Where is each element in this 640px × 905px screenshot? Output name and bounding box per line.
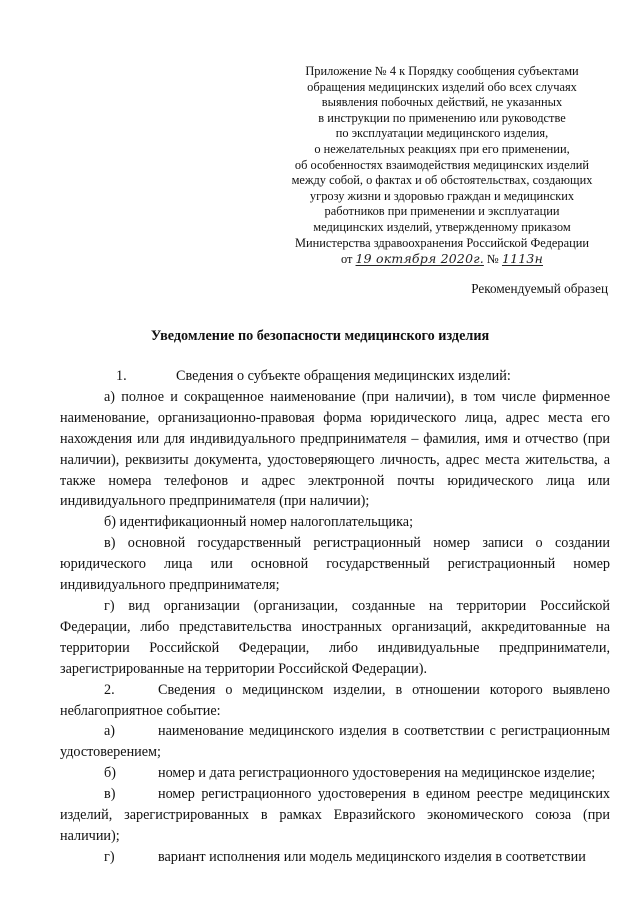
appendix-line: между собой, о фактах и об обстоятельствах, создающих — [291, 173, 593, 188]
appendix-line: работников при применении и эксплуатации — [324, 204, 560, 219]
appendix-line: выявления побочных действий, не указанных — [321, 95, 563, 110]
appendix-line: об особенностях взаимодействия медицинских изделий — [294, 157, 590, 172]
list-item: в) основной государственный регистрационный номер записи о создании юридического лица или основной государственный регистрационный номер индивидуального предпринимателя; — [60, 535, 610, 594]
appendix-line: о нежелательных реакциях при его применении, — [314, 141, 570, 156]
list-item-text: номер и дата регистрационного удостоверения на медицинское изделие; — [158, 765, 596, 782]
handwritten-date: 19 октября 2020г. — [355, 251, 484, 267]
appendix-line: в инструкции по применению или руководстве — [318, 110, 566, 125]
list-marker: б) — [104, 765, 116, 782]
document-title: Уведомление по безопасности медицинского изделия — [150, 328, 490, 344]
appendix-header — [272, 64, 612, 268]
appendix-line: обращения медицинских изделий обо всех случаях — [307, 79, 577, 94]
list-item-text: вариант исполнения или модель медицинского изделия в соответствии — [158, 848, 586, 865]
list-marker: г) — [104, 848, 115, 865]
list-item — [60, 721, 610, 763]
list-marker: а) — [104, 723, 116, 740]
section-number: 1. — [116, 368, 127, 384]
list-item-text: номер регистрационного удостоверения в едином реестре медицинских изделий, зарегистрированных в рамках Евразийского экономического союза (при наличии); — [60, 786, 610, 844]
appendix-line: Приложение № 4 к Порядку сообщения субъектами — [305, 64, 579, 78]
list-item: а) полное и сокращенное наименование (при наличии), в том числе фирменное наименование, организационно-правовая форма юридического лица, адрес места его нахождения или для индивидуального предпринимателя – фамилия, имя и отчество (при наличии), реквизиты документа, удостоверяющего личность, адрес места жительства, а также номера телефонов и адрес электронной почты юридического лица или индивидуального предпринимателя (при наличии); — [60, 388, 610, 510]
list-item — [60, 784, 610, 847]
appendix-line: Министерства здравоохранения Российской Федерации — [295, 235, 589, 250]
section-1-heading — [60, 366, 610, 387]
document-body — [60, 366, 610, 868]
list-item — [60, 847, 610, 868]
section-heading: Сведения о медицинском изделии, в отношении которого выявлено неблагоприятное событие: — [60, 681, 610, 719]
list-item-text: наименование медицинского изделия в соответствии с регистрационным удостоверением; — [60, 723, 610, 761]
handwritten-number: 1113н — [501, 251, 544, 267]
list-item: б) идентификационный номер налогоплательщика; — [104, 514, 414, 531]
section-2-heading — [60, 680, 610, 722]
appendix-line: угрозу жизни и здоровью граждан и медицинских — [309, 188, 575, 203]
appendix-line: медицинских изделий, утвержденному приказом — [313, 219, 571, 234]
list-item — [60, 763, 610, 784]
list-item: г) вид организации (организации, созданные на территории Российской Федерации, либо представительства иностранных организаций, аккредитованные на территории Российской Федерации, либо индивидуальные предприниматели, зарегистрированные на территории Российской Федерации). — [60, 597, 610, 677]
number-label: № — [487, 252, 499, 267]
section-number: 2. — [104, 681, 115, 698]
section-heading: Сведения о субъекте обращения медицинских изделий: — [176, 368, 511, 384]
from-label: от — [340, 252, 353, 267]
recommended-sample-label: Рекомендуемый образец — [471, 281, 608, 296]
list-marker: в) — [104, 786, 116, 803]
appendix-line: по эксплуатации медицинского изделия, — [335, 126, 549, 141]
order-reference — [272, 251, 612, 268]
